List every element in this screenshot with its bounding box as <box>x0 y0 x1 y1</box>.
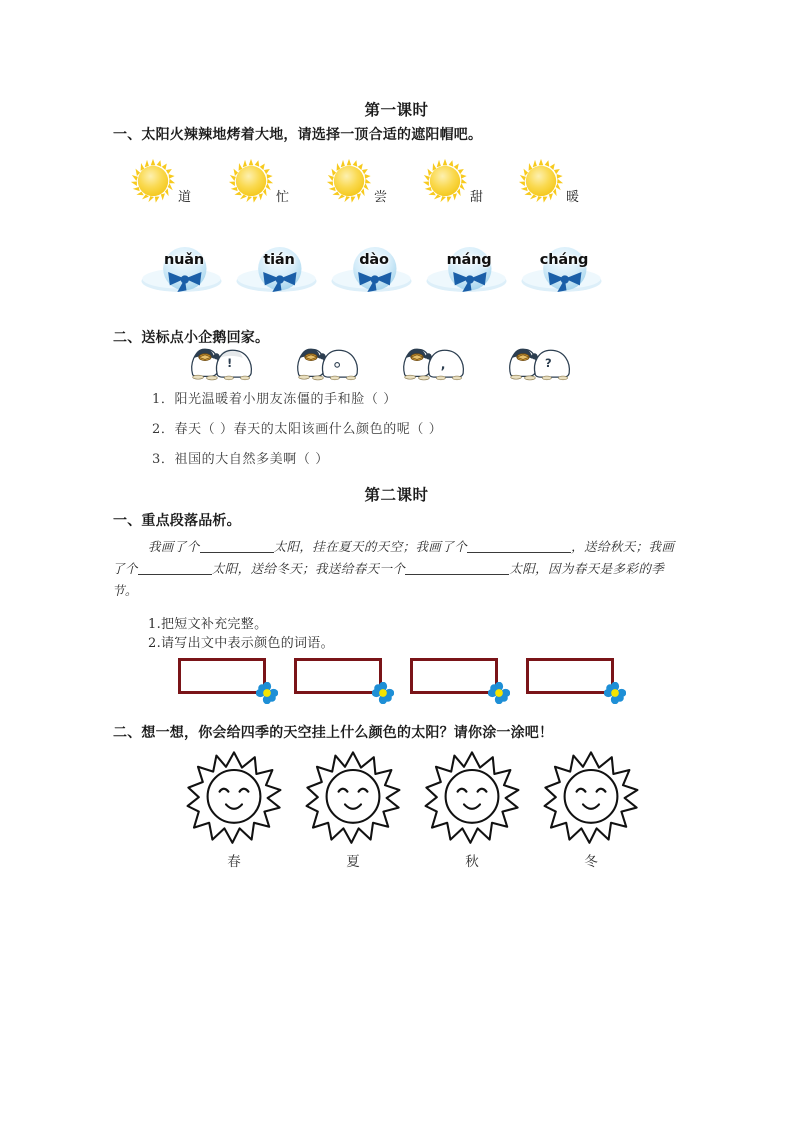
sun-character-label: 尝 <box>374 190 388 205</box>
sun-hat-item[interactable] <box>138 242 234 304</box>
hat-pinyin-label: máng <box>446 252 492 268</box>
passage-blank-2[interactable] <box>467 539 571 553</box>
passage-text-5: 太阳，送给冬天；我送给春天一个 <box>211 561 406 576</box>
sun-hat-item[interactable] <box>328 242 424 304</box>
flower-icon <box>604 682 626 704</box>
penguin-item[interactable] <box>504 341 582 381</box>
flower-icon <box>488 682 510 704</box>
sun-hat-icon <box>138 242 230 302</box>
sun-outline-icon <box>305 750 401 846</box>
penguin-punctuation-mark: ? <box>545 356 552 371</box>
hat-pinyin-label: cháng <box>539 252 589 268</box>
punctuation-exercise-item[interactable]: 1．阳光温暖着小朋友冻僵的手和脸（ ） <box>152 392 397 407</box>
lesson2-section2-heading: 二、想一想，你会给四季的天空挂上什么颜色的太阳？请你涂一涂吧！ <box>113 724 554 740</box>
sun-character-item[interactable] <box>422 158 518 216</box>
color-word-answer-boxes <box>178 658 638 706</box>
flower-icon <box>256 682 278 704</box>
penguin-punctuation-mark: , <box>440 357 446 372</box>
sun-character-item[interactable] <box>518 158 614 216</box>
penguin-item[interactable] <box>398 341 476 381</box>
sun-icon <box>326 158 372 204</box>
sun-character-label: 暖 <box>566 190 580 205</box>
sun-character-item[interactable] <box>228 158 324 216</box>
punctuation-penguin-row <box>186 341 606 381</box>
hat-pinyin-label: dào <box>359 252 389 268</box>
passage-text-2: 太阳，挂在夏天的天空；我画了个 <box>273 539 468 554</box>
sun-outline-icon <box>543 750 639 846</box>
season-label: 秋 <box>465 854 479 870</box>
passage-blank-3[interactable] <box>138 561 212 575</box>
season-sun-item[interactable] <box>416 750 528 880</box>
sun-character-item[interactable] <box>326 158 422 216</box>
season-label: 春 <box>227 854 241 870</box>
lesson2-section1-heading: 一、重点段落品析。 <box>113 512 241 528</box>
penguin-icon <box>504 341 582 381</box>
sun-hat-icon <box>328 242 420 302</box>
punctuation-exercise-item[interactable]: 3．祖国的大自然多美啊（ ） <box>152 452 329 467</box>
lesson1-section2-heading: 二、送标点小企鹅回家。 <box>113 329 270 345</box>
sun-hat-icon <box>233 242 325 302</box>
sun-icon <box>518 158 564 204</box>
sun-hat-item[interactable] <box>518 242 614 304</box>
season-sun-coloring-row <box>178 750 648 880</box>
sun-outline-icon <box>186 750 282 846</box>
sun-hat-icon <box>518 242 610 302</box>
passage-blank-4[interactable] <box>405 561 509 575</box>
lesson2-subitem[interactable]: 1.把短文补充完整。 <box>148 617 268 632</box>
answer-box[interactable] <box>410 658 498 694</box>
season-label: 冬 <box>584 854 598 870</box>
penguin-icon <box>398 341 476 381</box>
penguin-punctuation-mark: ! <box>226 356 233 371</box>
penguin-icon <box>292 341 370 381</box>
penguin-item[interactable] <box>186 341 264 381</box>
passage-text-1: 我画了个 <box>148 539 200 554</box>
hat-pinyin-label: nuǎn <box>164 252 204 268</box>
sun-character-label: 忙 <box>276 190 290 205</box>
sun-character-label: 道 <box>178 190 192 205</box>
sun-hat-icon <box>423 242 515 302</box>
sun-character-label: 甜 <box>470 190 484 205</box>
lesson2-subitem[interactable]: 2.请写出文中表示颜色的词语。 <box>148 636 334 651</box>
passage-text-3: ，送 <box>571 539 597 554</box>
lesson1-section1-heading: 一、太阳火辣辣地烤着大地，请选择一顶合适的遮阳帽吧。 <box>113 126 483 142</box>
sun-outline-icon <box>424 750 520 846</box>
sun-character-item[interactable] <box>130 158 226 216</box>
sun-hat-pinyin-row <box>138 242 668 304</box>
lesson-2-title: 第二课时 <box>364 487 429 504</box>
sun-character-row <box>130 158 660 216</box>
hat-pinyin-label: tián <box>263 252 295 268</box>
flower-icon <box>372 682 394 704</box>
sun-hat-item[interactable] <box>423 242 519 304</box>
sun-hat-item[interactable] <box>233 242 329 304</box>
passage-blank-1[interactable] <box>200 539 274 553</box>
sun-icon <box>422 158 468 204</box>
answer-box[interactable] <box>526 658 614 694</box>
reading-passage <box>112 536 682 602</box>
answer-box[interactable] <box>294 658 382 694</box>
season-sun-item[interactable] <box>297 750 409 880</box>
punctuation-exercise-item[interactable]: 2．春天（ ）春天的太阳该画什么颜色的呢（ ） <box>152 422 443 437</box>
penguin-icon <box>186 341 264 381</box>
season-sun-item[interactable] <box>535 750 647 880</box>
sun-icon <box>228 158 274 204</box>
penguin-item[interactable] <box>292 341 370 381</box>
passage-text-6: 太 <box>509 561 523 576</box>
passage-text-4: 给秋天；我画了个 <box>112 539 675 576</box>
season-label: 夏 <box>346 854 360 870</box>
passage-text-7: 阳，因为春天是多彩的季节。 <box>112 561 665 598</box>
sun-icon <box>130 158 176 204</box>
season-sun-item[interactable] <box>178 750 290 880</box>
answer-box[interactable] <box>178 658 266 694</box>
lesson-1-title: 第一课时 <box>364 102 429 119</box>
